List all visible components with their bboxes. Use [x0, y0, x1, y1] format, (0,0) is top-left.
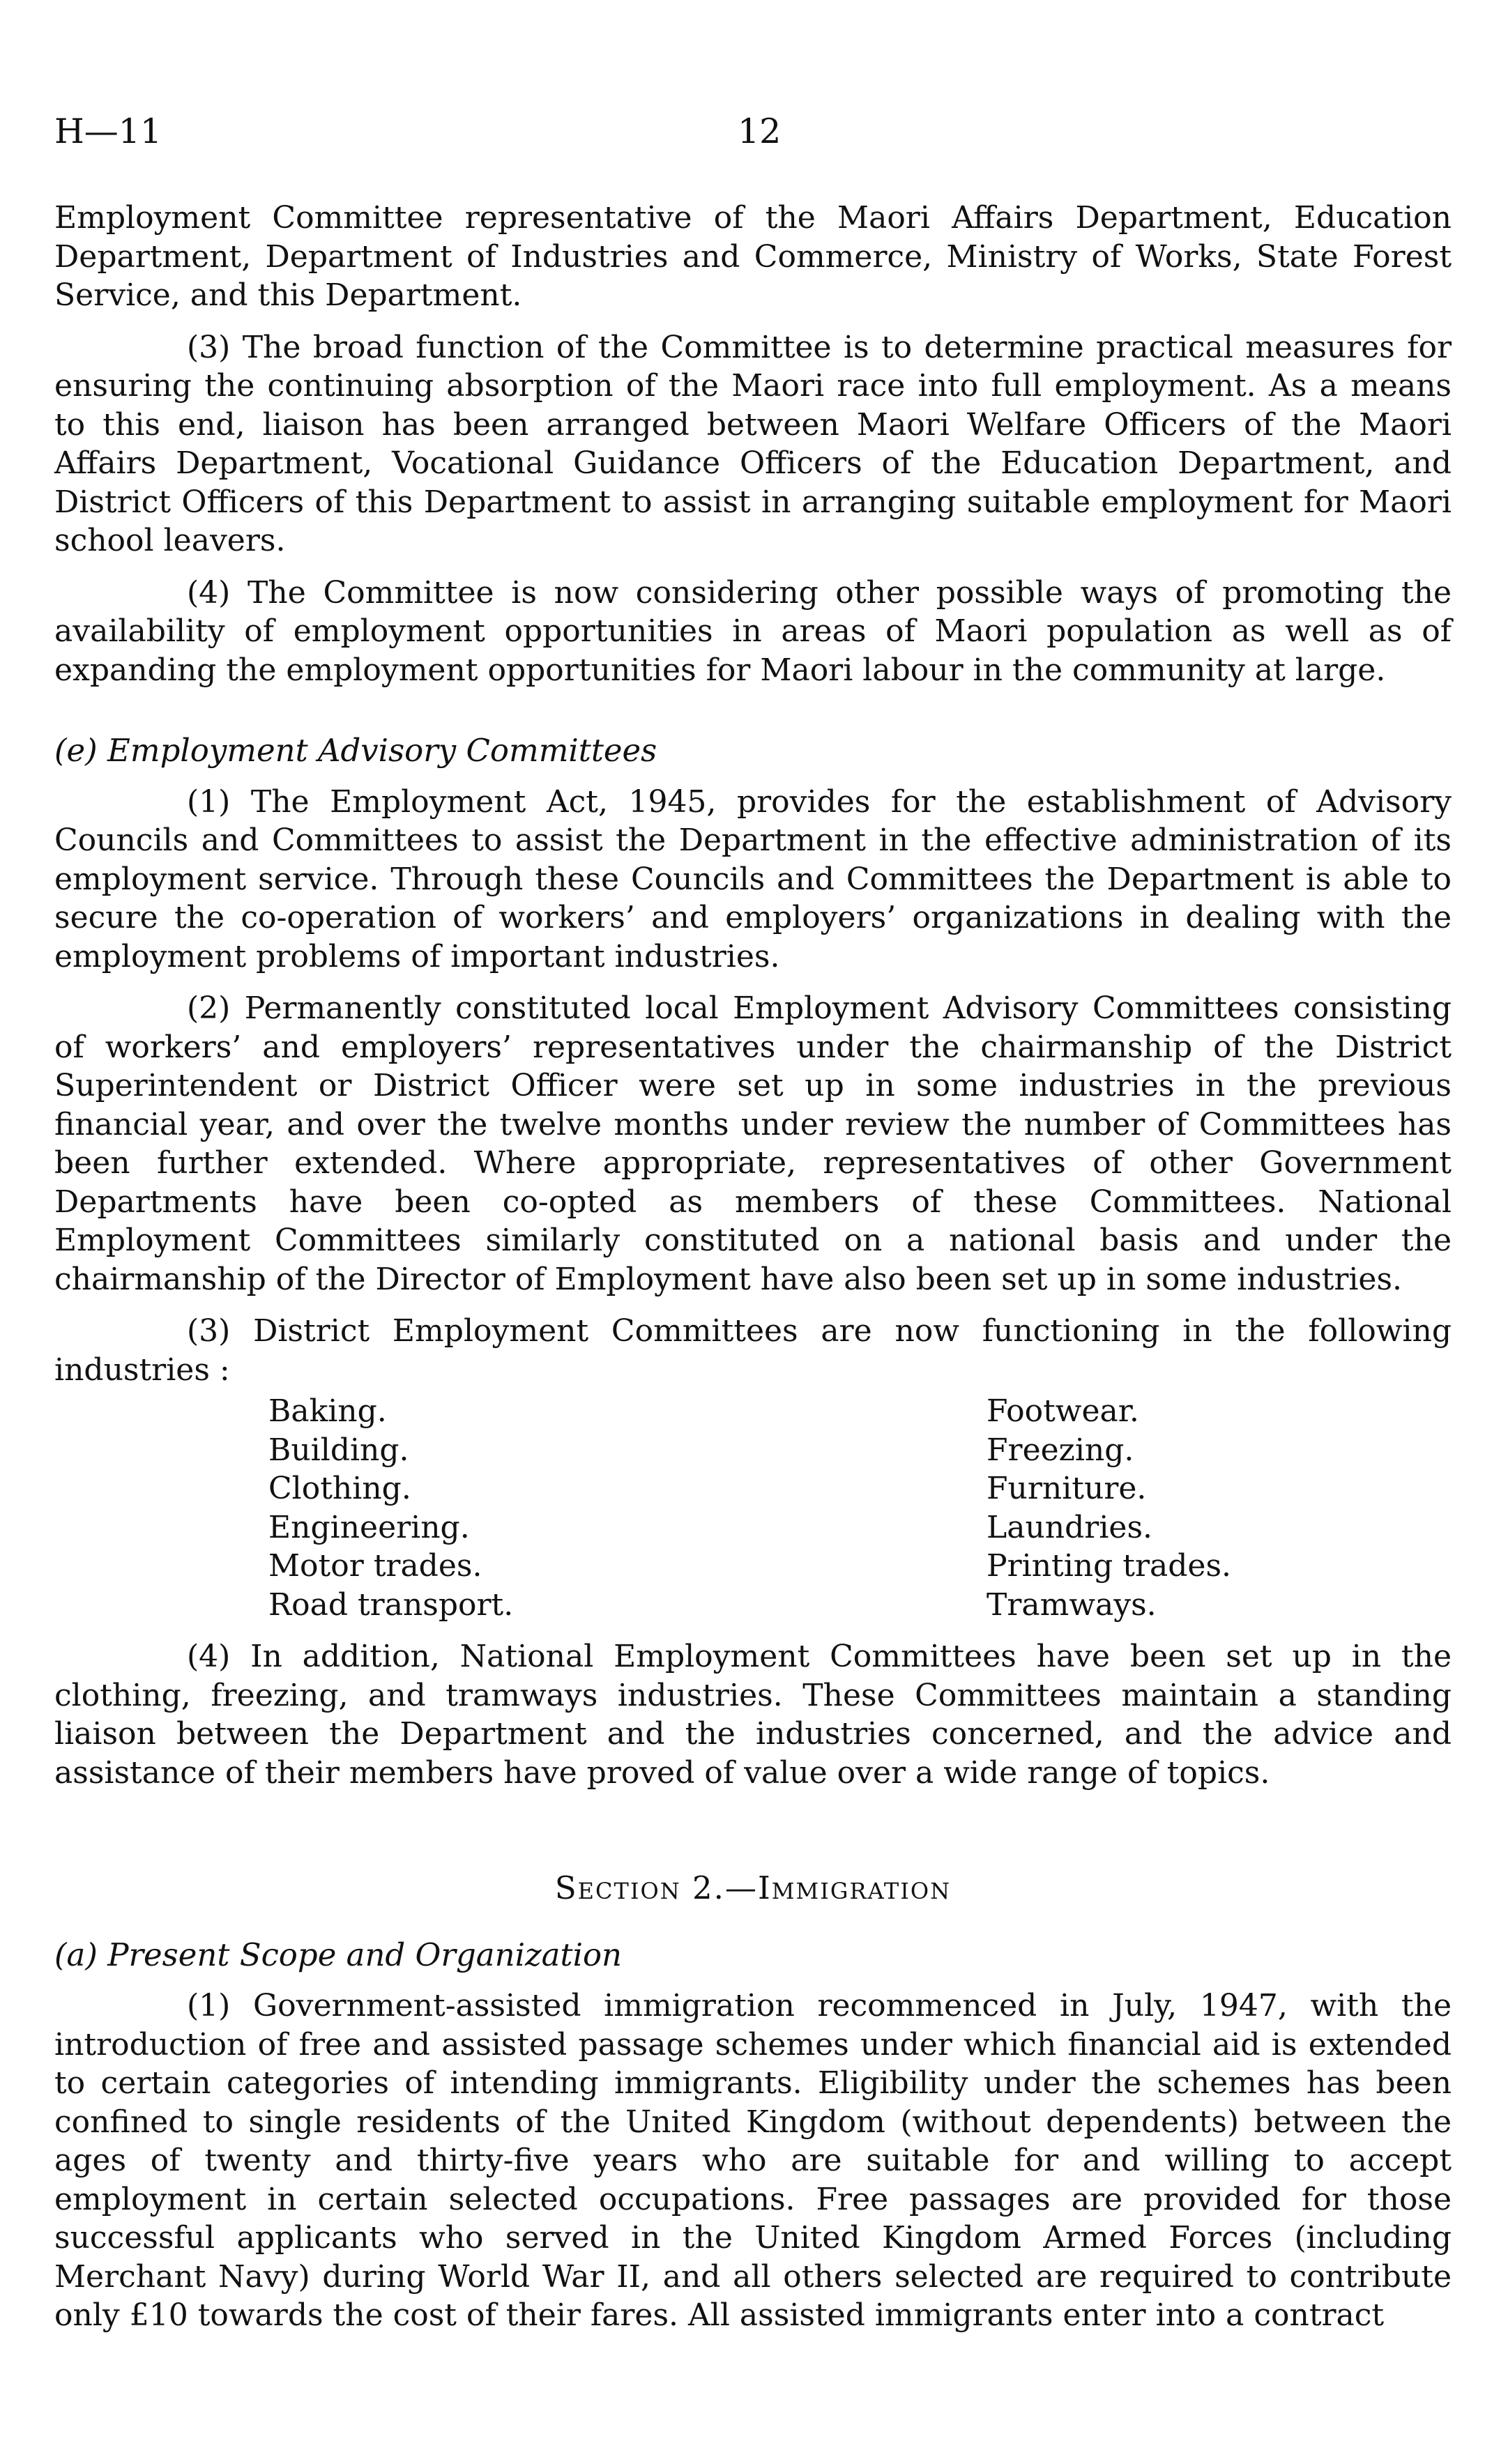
industry-item: Tramways. — [987, 1586, 1157, 1623]
section-e-paragraph-3: (3) District Employment Committees are now functioning in the following industries : — [54, 1313, 1452, 1388]
industry-item: Road transport. — [268, 1586, 514, 1623]
section-e-heading: (e) Employment Advisory Committees — [54, 732, 657, 769]
page-number: 12 — [738, 112, 782, 151]
document-reference: H—11 — [54, 112, 162, 151]
paragraph-3: (3) The broad function of the Committee is to determine practical measures for ensuring the continuing absorption of the Maori race into full employment. As a means to this end, liaison has been arranged between Maori Welfare Officers of the Maori Affairs Department, Vocational Guidance Officers of the Education Department, and District Officers of this Department to assist in arranging suitable employment for Maori school leavers. — [54, 329, 1452, 558]
industry-item: Engineering. — [268, 1509, 470, 1545]
industry-item: Laundries. — [987, 1509, 1153, 1545]
industry-item: Furniture. — [987, 1471, 1147, 1506]
industry-item: Clothing. — [268, 1471, 411, 1506]
industry-item: Footwear. — [987, 1393, 1139, 1429]
industry-item: Baking. — [268, 1393, 387, 1429]
paragraph-4: (4) The Committee is now considering other possible ways of promoting the availability of employment opportunities in areas of Maori population as well as of expanding the employment opportunities for Maori labour in the community at large. — [54, 574, 1452, 688]
industry-item: Printing trades. — [987, 1548, 1232, 1584]
section-2-title: Section 2.—Immigration — [554, 1869, 952, 1906]
section-2-paragraph-1: (1) Government-assisted immigration recommenced in July, 1947, with the introduction of free and assisted passage schemes under which financial aid is extended to certain categories of intending immigrants. Eligibility under the schemes has been confined to single residents of the United Kingdom (without dependents) between the ages of twenty and thirty-five years who are suitable for and willing to accept employment in certain selected occupations. Free passages are provided for those successful applicants who served in the United Kingdom Armed Forces (including Merchant Navy) during World War II, and all others selected are required to contribute only £10 towards the cost of their fares. All assisted immigrants enter into a contract — [54, 1988, 1452, 2333]
industries-list — [54, 1392, 1452, 1624]
page-header — [54, 112, 1452, 160]
section-e-paragraph-2: (2) Permanently constituted local Employment Advisory Committees consisting of workers’ and employers’ representatives under the chairmanship of the District Superintendent or District Officer were set up in some industries in the previous financial year, and over the twelve months under review the number of Committees has been further extended. Where appropriate, representatives of other Government Departments have been co-opted as members of these Committees. National Employment Committees similarly constituted on a national basis and under the chairmanship of the Director of Employment have also been set up in some industries. — [54, 990, 1452, 1297]
continued-paragraph: Employment Committee representative of the Maori Affairs Department, Education Department, Department of Industries and Commerce, Ministry of Works, State Forest Service, and this Department. — [54, 200, 1452, 313]
section-e-paragraph-4: (4) In addition, National Employment Committees have been set up in the clothing, freezing, and tramways industries. These Committees maintain a standing liaison between the Department and the industries concerned, and the advice and assistance of their members have proved of value over a wide range of topics. — [54, 1639, 1452, 1791]
industry-item: Freezing. — [987, 1432, 1134, 1468]
section-e-paragraph-1: (1) The Employment Act, 1945, provides for the establishment of Advisory Councils and Committees to assist the Department in the effective administration of its employment service. Through these Councils and Committees the Department is able to secure the co-operation of workers’ and employers’ organizations in dealing with the employment problems of important industries. — [54, 783, 1452, 974]
industry-item: Building. — [268, 1432, 409, 1468]
industry-item: Motor trades. — [268, 1548, 482, 1584]
section-2-subheading: (a) Present Scope and Organization — [54, 1936, 623, 1973]
page-body — [54, 199, 1452, 2348]
